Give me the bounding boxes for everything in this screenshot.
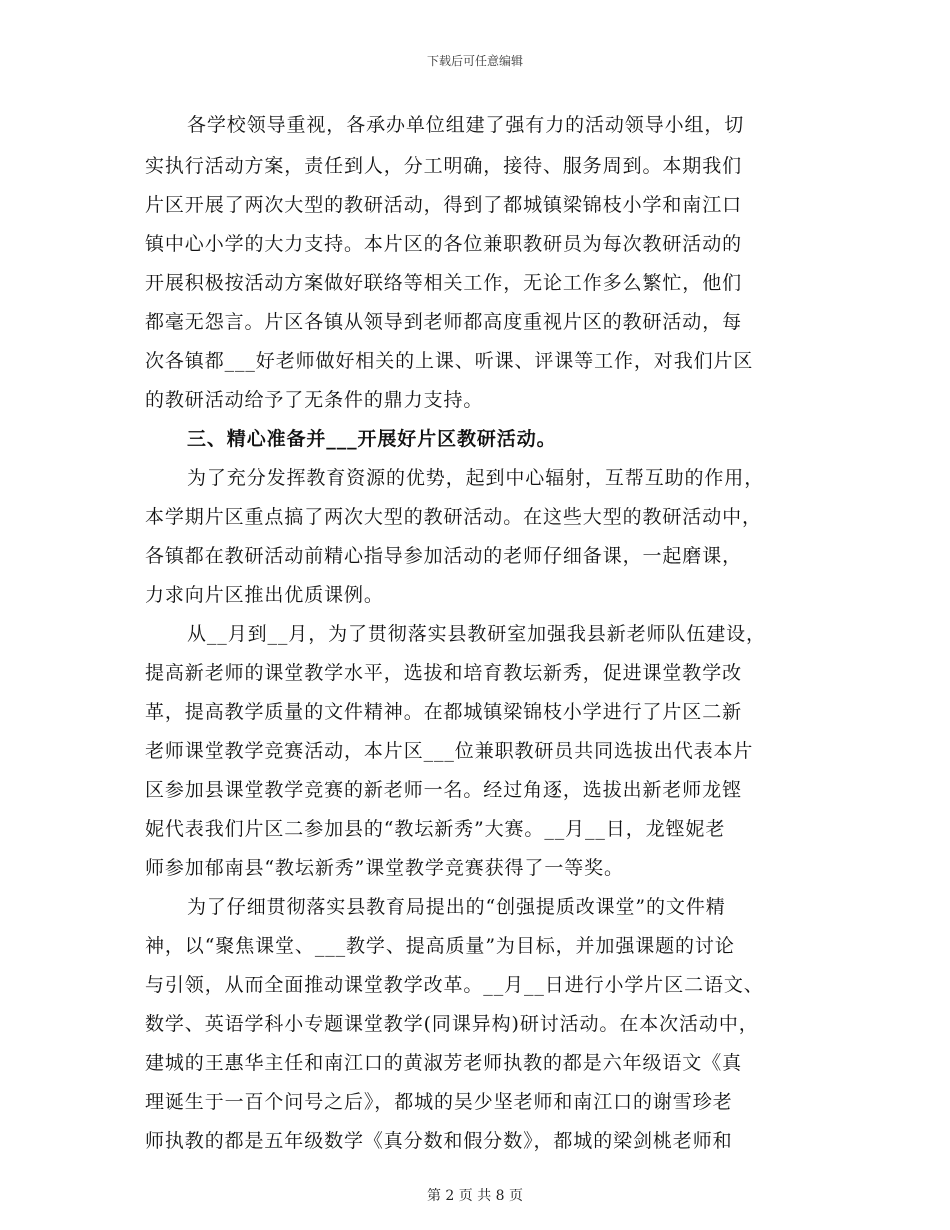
text-line: 从__月到__月，为了贯彻落实县教研室加强我县新老师队伍建设， bbox=[187, 623, 766, 645]
text-line: 都毫无怨言。片区各镇从领导到老师都高度重视片区的教研活动，每 bbox=[145, 311, 743, 333]
text-line: 开展积极按活动方案做好联络等相关工作，无论工作多么繁忙，他们 bbox=[145, 272, 743, 294]
text-line: 数学、英语学科小专题课堂教学(同课异构)研讨活动。在本次活动中， bbox=[145, 1013, 759, 1035]
text-line: 为了充分发挥教育资源的优势，起到中心辐射，互帮互助的作用， bbox=[187, 467, 765, 489]
page-number: 第 2 页 共 8 页 bbox=[426, 1188, 524, 1204]
text-line: 片区开展了两次大型的教研活动，得到了都城镇梁锦枝小学和南江口 bbox=[145, 194, 743, 216]
text-line: 革，提高教学质量的文件精神。在都城镇梁锦枝小学进行了片区二新 bbox=[145, 701, 743, 723]
text-line: 各学校领导重视，各承办单位组建了强有力的活动领导小组，切 bbox=[187, 114, 745, 136]
text-line: 师执教的都是五年级数学《真分数和假分数》，都城的梁剑桃老师和 bbox=[145, 1130, 733, 1152]
text-line: 次各镇都___好老师做好相关的上课、听课、评课等工作，对我们片区 bbox=[145, 350, 754, 372]
text-line: 本学期片区重点搞了两次大型的教研活动。在这些大型的教研活动中， bbox=[145, 506, 762, 528]
text-line: 力求向片区推出优质课例。 bbox=[145, 584, 384, 606]
text-line: 区参加县课堂教学竞赛的新老师一名。经过角逐，选拔出新老师龙铿 bbox=[145, 779, 743, 801]
text-line: 理诞生于一百个问号之后》，都城的吴少坚老师和南江口的谢雪珍老 bbox=[145, 1091, 733, 1113]
page-header-note: 下载后可任意编辑 bbox=[426, 54, 523, 68]
text-line: 建城的王惠华主任和南江口的黄淑芳老师执教的都是六年级语文《真 bbox=[145, 1052, 743, 1074]
text-line: 的教研活动给予了无条件的鼎力支持。 bbox=[145, 389, 484, 411]
text-line: 实执行活动方案，责任到人，分工明确，接待、服务周到。本期我们 bbox=[145, 155, 743, 177]
text-line: 与引领，从而全面推动课堂教学改革。__月__日进行小学片区二语文、 bbox=[145, 974, 764, 996]
section-heading: 三、精心准备并___开展好片区教研活动。 bbox=[187, 428, 557, 450]
text-line: 提高新老师的课堂教学水平，选拔和培育教坛新秀，促进课堂教学改 bbox=[145, 662, 743, 684]
text-line: 为了仔细贯彻落实县教育局提出的“创强提质改课堂”的文件精 bbox=[187, 896, 726, 918]
text-line: 师参加郁南县“教坛新秀”课堂教学竞赛获得了一等奖。 bbox=[145, 857, 624, 879]
text-line: 各镇都在教研活动前精心指导参加活动的老师仔细备课，一起磨课， bbox=[145, 545, 743, 567]
text-line: 妮代表我们片区二参加县的“教坛新秀”大赛。__月__日，龙铿妮老 bbox=[145, 818, 726, 840]
text-line: 镇中心小学的大力支持。本片区的各位兼职教研员为每次教研活动的 bbox=[145, 233, 743, 255]
text-line: 老师课堂教学竞赛活动，本片区___位兼职教研员共同选拔出代表本片 bbox=[145, 740, 754, 762]
text-line: 神，以“聚焦课堂、___教学、提高质量”为目标，并加强课题的讨论 bbox=[145, 935, 735, 957]
